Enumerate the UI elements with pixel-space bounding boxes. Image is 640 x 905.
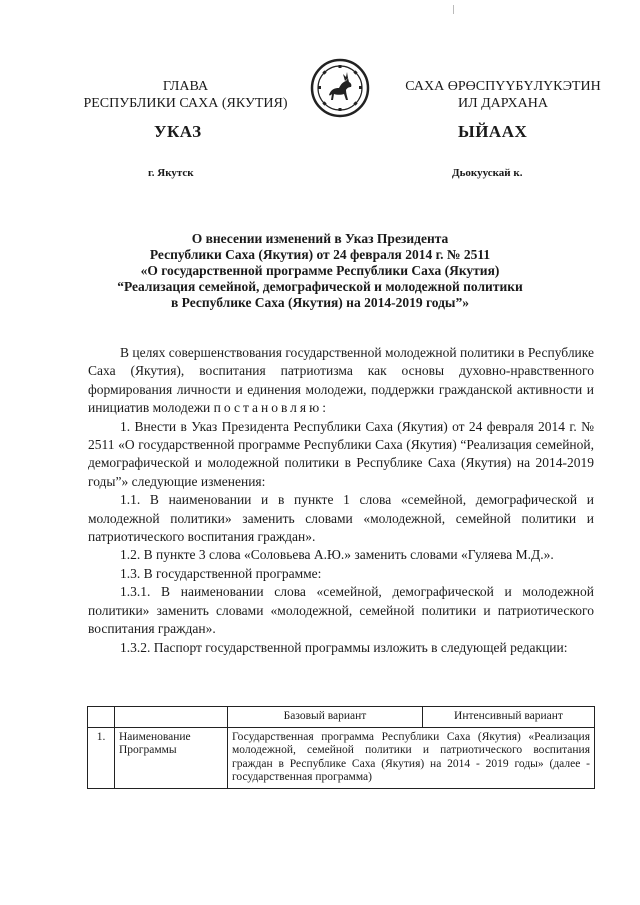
doc-type-left: УКАЗ bbox=[154, 122, 202, 141]
title-line: «О государственной программе Республики Саха (Якутия) bbox=[140, 263, 500, 278]
column-header-intensive: Интенсивный вариант bbox=[423, 707, 595, 728]
table-header-row bbox=[88, 707, 595, 728]
table-row bbox=[88, 727, 595, 788]
preamble-resolve: постановляю: bbox=[213, 400, 329, 416]
doc-type-right: ЫЙААХ bbox=[458, 122, 528, 141]
row-label: Наименование Программы bbox=[115, 727, 228, 788]
paragraph-1-2: 1.2. В пункте 3 слова «Соловьева А.Ю.» заменить словами «Гуляева М.Д.». bbox=[120, 547, 554, 563]
title-line: Республики Саха (Якутия) от 24 февраля 2014 г. № 2511 bbox=[149, 247, 491, 262]
row-number: 1. bbox=[88, 727, 115, 788]
title-line: О внесении изменений в Указ Президента bbox=[191, 231, 449, 246]
paragraph-1: 1. Внести в Указ Президента Республики Саха (Якутия) от 24 февраля 2014 г. № 2511 «О государственной программе Республики Саха (Якутия) “Реализация семейной, демографической и молодежной политики в Республике Саха (Якутия) на 2014-2019 годы”» следующие изменения: bbox=[88, 418, 594, 489]
header-right-line1: САХА ӨРӨСПҮҮБҮЛҮКЭТИН bbox=[405, 79, 601, 94]
place-right: Дьокуускай к. bbox=[452, 167, 523, 179]
decree-body bbox=[88, 344, 594, 657]
decree-title bbox=[100, 231, 540, 311]
paragraph-1-1: 1.1. В наименовании и в пункте 1 слова «семейной, демографической и молодежной политики» заменить словами «молодежной, семейной политики и патриотического воспитания граждан». bbox=[88, 492, 594, 545]
preamble-text: В целях совершенствования государственной молодежной политики в Республике Саха (Якутия), воспитания патриотизма как основы духовно-нравственного формирования личности и единения молодежи, поддержки гражданской активности и инициатив молодежи bbox=[88, 345, 594, 416]
paragraph-1-3: 1.3. В государственной программе: bbox=[120, 565, 322, 581]
table-cell bbox=[115, 707, 228, 728]
header-right-line2: ИЛ ДАРХАНА bbox=[457, 96, 548, 111]
header-left bbox=[78, 78, 293, 112]
paragraph-1-3-1: 1.3.1. В наименовании слова «семейной, демографической и молодежной политики» заменить словами «молодежной, семейной политики и патриотического воспитания граждан». bbox=[88, 584, 594, 637]
paragraph-preamble bbox=[88, 344, 594, 418]
coat-of-arms-emblem bbox=[310, 58, 370, 118]
table-cell bbox=[88, 707, 115, 728]
title-line: в Республике Саха (Якутия) на 2014-2019 годы”» bbox=[171, 295, 469, 310]
place-left: г. Якутск bbox=[148, 167, 194, 179]
row-value: Государственная программа Республики Саха (Якутия) «Реализация молодежной, семейной политики и патриотического воспитания граждан в Республике Саха (Якутия) на 2014 - 2019 годы» (далее - государственная программа) bbox=[228, 727, 595, 788]
passport-table bbox=[87, 706, 595, 789]
header-left-line2: РЕСПУБЛИКИ САХА (ЯКУТИЯ) bbox=[83, 96, 288, 111]
pen-mark bbox=[453, 5, 454, 14]
title-line: “Реализация семейной, демографической и молодежной политики bbox=[117, 279, 523, 294]
header-left-line1: ГЛАВА bbox=[162, 79, 209, 94]
paragraph-1-3-2: 1.3.2. Паспорт государственной программы изложить в следующей редакции: bbox=[120, 639, 568, 655]
column-header-base: Базовый вариант bbox=[228, 707, 423, 728]
header-right bbox=[392, 78, 614, 112]
